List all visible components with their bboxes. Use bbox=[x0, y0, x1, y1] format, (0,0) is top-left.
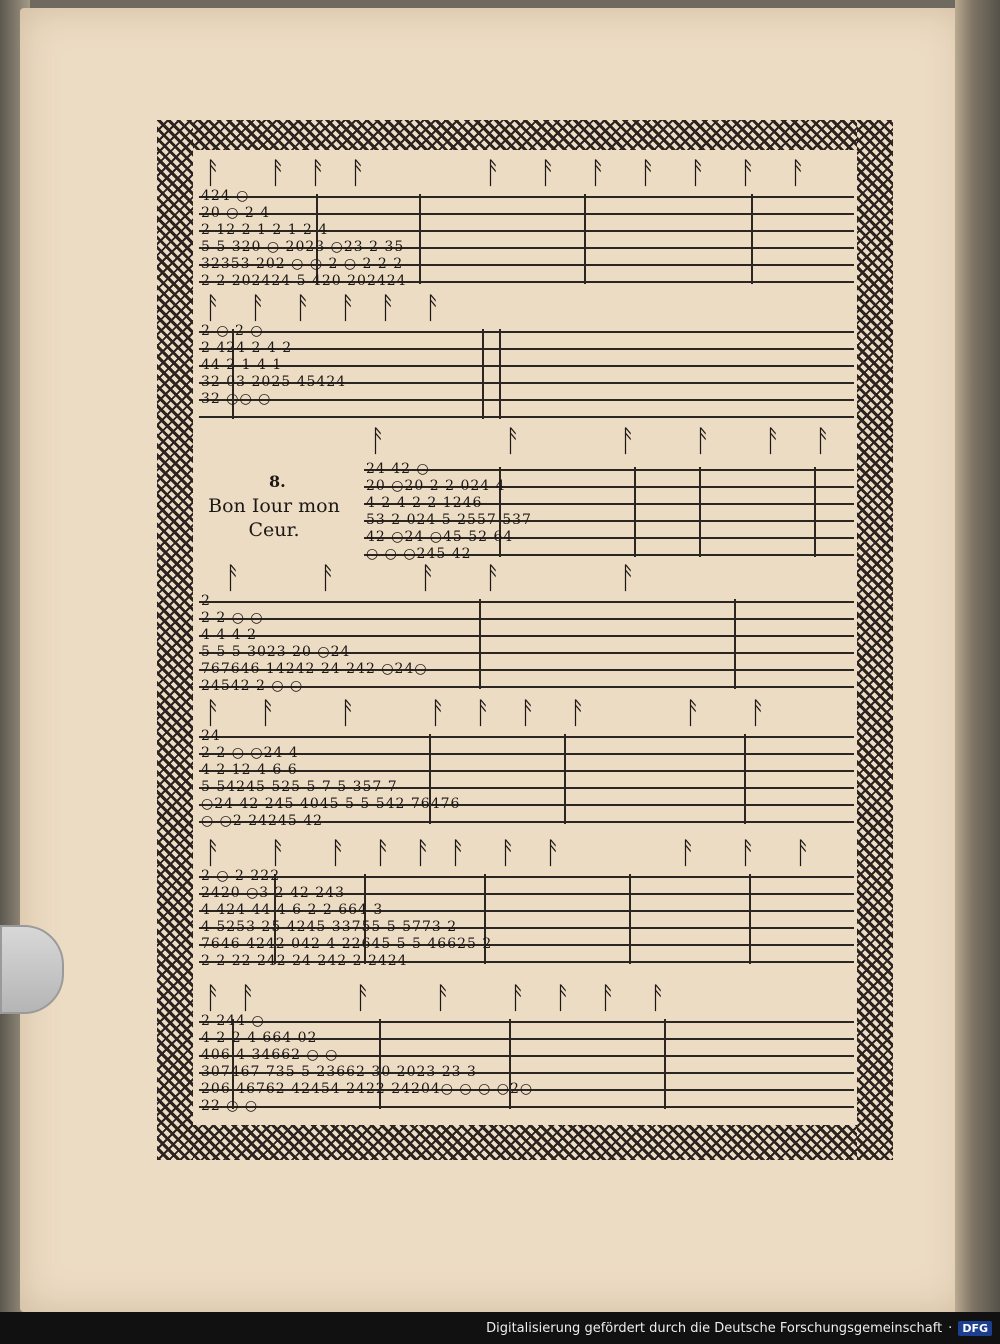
tab-row: 22 ○ ○ bbox=[201, 1098, 259, 1114]
rhythm-flags bbox=[199, 154, 854, 194]
tab-row: 2 bbox=[201, 593, 211, 609]
tab-row: 2 2 ○ ○ bbox=[201, 610, 264, 626]
tab-row: 2 2 22 242 24 242 2 2424 bbox=[201, 953, 408, 969]
tab-row: 44 2 1 4 1 bbox=[201, 357, 283, 373]
rhythm-flag: ᚨ bbox=[484, 561, 502, 596]
tab-row: 2420 ○3 2 42 243 bbox=[201, 885, 345, 901]
tab-row: 424 ○ bbox=[201, 188, 250, 204]
staff bbox=[199, 868, 854, 969]
tab-row: 42 ○24 ○45 52 64 bbox=[366, 529, 514, 545]
tab-row: 4 2 4 2 2 1246 bbox=[366, 495, 483, 511]
rhythm-flag: ᚨ bbox=[269, 156, 287, 191]
tab-row: 7646 4242 042 4 22645 5 5 46625 2 bbox=[201, 936, 493, 952]
rhythm-flags bbox=[199, 559, 854, 599]
rhythm-flag: ᚨ bbox=[554, 981, 572, 1016]
rhythm-flag: ᚨ bbox=[499, 836, 517, 871]
rhythm-flag: ᚨ bbox=[259, 696, 277, 731]
rhythm-flag: ᚨ bbox=[789, 156, 807, 191]
tab-row: 4 424 44 4 6 2 2 664 3 bbox=[201, 902, 384, 918]
tab-row: 5 54245 525 5 7 5 357 7 bbox=[201, 779, 398, 795]
piece-number: 8. bbox=[269, 472, 286, 491]
rhythm-flags bbox=[364, 422, 854, 462]
rhythm-flag: ᚨ bbox=[619, 561, 637, 596]
rhythm-flag: ᚨ bbox=[204, 836, 222, 871]
tab-row: 2 244 ○ bbox=[201, 1013, 265, 1029]
rhythm-flag: ᚨ bbox=[269, 836, 287, 871]
rhythm-flag: ᚨ bbox=[339, 291, 357, 326]
rhythm-flag: ᚨ bbox=[689, 156, 707, 191]
tab-row: 5 5 320 ○ 2023 ○23 2 35 bbox=[201, 239, 405, 255]
rhythm-flag: ᚨ bbox=[619, 424, 637, 459]
piece-title-line1: Bon Iour mon bbox=[208, 495, 340, 517]
rhythm-flags bbox=[199, 289, 854, 329]
rhythm-flag: ᚨ bbox=[374, 836, 392, 871]
rhythm-flag: ᚨ bbox=[764, 424, 782, 459]
tablature-content bbox=[199, 154, 854, 1120]
rhythm-flag: ᚨ bbox=[544, 836, 562, 871]
rhythm-flag: ᚨ bbox=[249, 291, 267, 326]
tab-row: 20 ○20 2 2 024 4 bbox=[366, 478, 506, 494]
rhythm-flag: ᚨ bbox=[309, 156, 327, 191]
tab-row: 4 2 2 4 664 02 bbox=[201, 1030, 318, 1046]
rhythm-flag: ᚨ bbox=[329, 836, 347, 871]
footer-credit: Digitalisierung gefördert durch die Deutsche Forschungsgemeinschaft bbox=[486, 1320, 943, 1336]
tab-row: 24 42 ○ bbox=[366, 461, 430, 477]
tab-row: 2 ○ 2 ○ bbox=[201, 323, 264, 339]
tab-row: 53 2 024 5 2557 537 bbox=[366, 512, 532, 528]
rhythm-flag: ᚨ bbox=[649, 981, 667, 1016]
rhythm-flag: ᚨ bbox=[749, 696, 767, 731]
tab-row: 767646 14242 24 242 ○24○ bbox=[201, 661, 428, 677]
rhythm-flag: ᚨ bbox=[504, 424, 522, 459]
rhythm-flag: ᚨ bbox=[354, 981, 372, 1016]
tablature-system bbox=[199, 154, 854, 289]
rhythm-flag: ᚨ bbox=[294, 291, 312, 326]
rhythm-flag: ᚨ bbox=[339, 696, 357, 731]
rhythm-flag: ᚨ bbox=[434, 981, 452, 1016]
border-top bbox=[157, 120, 893, 150]
tab-row: 4 5253 25 4245 33755 5 5773 2 bbox=[201, 919, 458, 935]
tablature-system bbox=[199, 289, 854, 414]
tab-row: 24 bbox=[201, 728, 221, 744]
rhythm-flag: ᚨ bbox=[484, 156, 502, 191]
rhythm-flag: ᚨ bbox=[379, 291, 397, 326]
tab-row: 32 03 2025 45424 bbox=[201, 374, 347, 390]
footer-bar: Digitalisierung gefördert durch die Deutsche Forschungsgemeinschaft · DFG bbox=[0, 1312, 1000, 1344]
border-left bbox=[157, 120, 193, 1160]
border-bottom bbox=[157, 1125, 893, 1160]
border-right bbox=[857, 120, 893, 1160]
staff bbox=[199, 323, 854, 419]
piece-title-line2: Ceur. bbox=[248, 519, 300, 541]
rhythm-flag: ᚨ bbox=[204, 981, 222, 1016]
rhythm-flag: ᚨ bbox=[474, 696, 492, 731]
tablature-system bbox=[199, 979, 854, 1114]
rhythm-flags bbox=[199, 834, 854, 874]
tablature-system bbox=[199, 694, 854, 829]
rhythm-flag: ᚨ bbox=[319, 561, 337, 596]
rhythm-flag: ᚨ bbox=[794, 836, 812, 871]
tab-row: 206 46762 42454 2422 24204○ ○ ○ ○2○ bbox=[201, 1081, 534, 1097]
rhythm-flag: ᚨ bbox=[599, 981, 617, 1016]
rhythm-flag: ᚨ bbox=[679, 836, 697, 871]
rhythm-flag: ᚨ bbox=[424, 291, 442, 326]
dfg-logo: DFG bbox=[958, 1321, 992, 1336]
tab-row: 307467 735 5 23662 30 2023 23 3 bbox=[201, 1064, 477, 1080]
rhythm-flag: ᚨ bbox=[694, 424, 712, 459]
staff bbox=[199, 1013, 854, 1114]
rhythm-flag: ᚨ bbox=[739, 836, 757, 871]
rhythm-flag: ᚨ bbox=[369, 424, 387, 459]
rhythm-flag: ᚨ bbox=[224, 561, 242, 596]
staff bbox=[199, 188, 854, 289]
rhythm-flag: ᚨ bbox=[204, 696, 222, 731]
rhythm-flag: ᚨ bbox=[204, 291, 222, 326]
book-spine bbox=[955, 0, 1000, 1312]
tab-row: 2 12 2 1 2 1 2 4 bbox=[201, 222, 329, 238]
rhythm-flag: ᚨ bbox=[204, 156, 222, 191]
tab-row: 24542 2 ○ ○ bbox=[201, 678, 304, 694]
staff bbox=[364, 461, 854, 562]
rhythm-flag: ᚨ bbox=[539, 156, 557, 191]
tab-row: 2 2 ○ ○24 4 bbox=[201, 745, 299, 761]
rhythm-flag: ᚨ bbox=[429, 696, 447, 731]
tab-row: 2 424 2 4 2 bbox=[201, 340, 293, 356]
rhythm-flag: ᚨ bbox=[639, 156, 657, 191]
rhythm-flag: ᚨ bbox=[239, 981, 257, 1016]
rhythm-flag: ᚨ bbox=[414, 836, 432, 871]
rhythm-flag: ᚨ bbox=[684, 696, 702, 731]
rhythm-flag: ᚨ bbox=[449, 836, 467, 871]
tab-row: 32 ○○ ○ bbox=[201, 391, 272, 407]
rhythm-flag: ᚨ bbox=[739, 156, 757, 191]
tab-row: ○ ○2 24245 42 bbox=[201, 813, 324, 829]
tablature-system bbox=[199, 834, 854, 969]
tab-row: ○ ○ ○245 42 bbox=[366, 546, 472, 562]
tab-row: 2 ○ 2 222 bbox=[201, 868, 281, 884]
tablature-system bbox=[199, 422, 854, 562]
tab-row: 32353 202 ○ ○ 2 ○ 2 2 2 bbox=[201, 256, 404, 272]
rhythm-flag: ᚨ bbox=[509, 981, 527, 1016]
tab-row: ○24 42 245 4045 5 5 542 76476 bbox=[201, 796, 461, 812]
rhythm-flag: ᚨ bbox=[814, 424, 832, 459]
tab-row: 4 4 4 2 bbox=[201, 627, 257, 643]
tab-row: 2 2 202424 5 420 202424 bbox=[201, 273, 407, 289]
tablature-system bbox=[199, 559, 854, 694]
rhythm-flag: ᚨ bbox=[519, 696, 537, 731]
staff bbox=[199, 728, 854, 829]
tab-row: 4 2 12 4 6 6 bbox=[201, 762, 298, 778]
rhythm-flag: ᚨ bbox=[419, 561, 437, 596]
ornamental-frame bbox=[157, 120, 893, 1160]
tab-row: 5 5 5 3023 20 ○24 bbox=[201, 644, 351, 660]
rhythm-flag: ᚨ bbox=[589, 156, 607, 191]
tab-row: 20 ○ 2 4 bbox=[201, 205, 271, 221]
rhythm-flag: ᚨ bbox=[569, 696, 587, 731]
rhythm-flag: ᚨ bbox=[349, 156, 367, 191]
tab-row: 406 4 34662 ○ ○ bbox=[201, 1047, 339, 1063]
rhythm-flags bbox=[199, 979, 854, 1019]
staff bbox=[199, 593, 854, 694]
rhythm-flags bbox=[199, 694, 854, 734]
